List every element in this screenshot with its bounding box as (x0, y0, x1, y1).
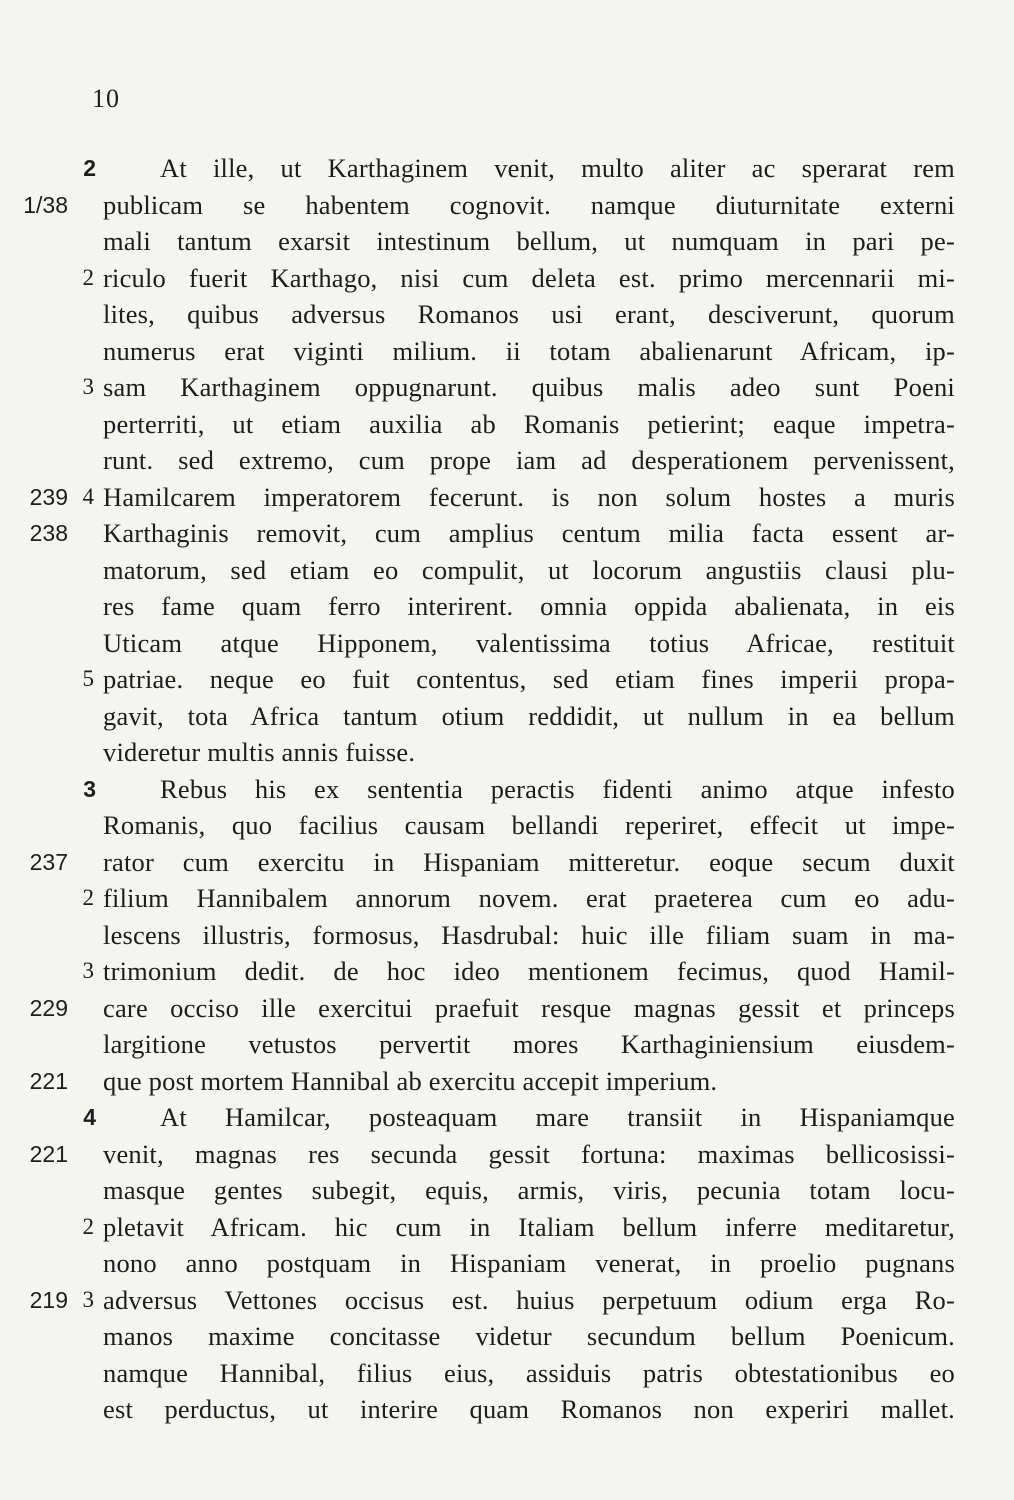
line-text: At Hamilcar, posteaquam mare transiit in Hispaniamque (160, 1102, 955, 1132)
line-text: manos maxime concitasse videtur secundum bellum Poenicum. (103, 1321, 955, 1351)
line-text: que post mortem Hannibal ab exercitu accepit imperium. (103, 1065, 718, 1096)
text-line (0, 588, 1014, 625)
line-text: lescens illustris, formosus, Hasdrubal: huic ille filiam suam in ma- (103, 919, 955, 950)
margin-year-number: 239 (29, 483, 68, 510)
line-text: pletavit Africam. hic cum in Italiam bellum inferre meditaretur, (103, 1211, 955, 1242)
margin-year-number: 229 (29, 994, 68, 1021)
line-text: namque Hannibal, filius eius, assiduis patris obtestationibus eo (103, 1357, 955, 1388)
margin-year-number: 237 (29, 848, 68, 875)
paragraph-number: 3 (82, 374, 94, 399)
line-text: numerus erat viginti milium. ii totam abalienarunt Africam, ip- (103, 335, 955, 366)
text-line (0, 1136, 1014, 1173)
page-number: 10 (92, 84, 120, 113)
text-line (0, 625, 1014, 662)
line-text: trimonium dedit. de hoc ideo mentionem fecimus, quod Hamil- (103, 956, 955, 986)
margin-year-number: 238 (29, 520, 68, 546)
text-line (0, 1099, 1014, 1136)
line-text: masque gentes subegit, equis, armis, viris, pecunia totam locu- (103, 1175, 955, 1205)
text-line (0, 844, 1014, 881)
text-line (0, 333, 1014, 370)
text-line (0, 479, 1014, 516)
line-text: Romanis, quo facilius causam bellandi reperiret, effecit ut impe- (103, 810, 955, 840)
text-line (0, 771, 1014, 808)
text-line (0, 1172, 1014, 1209)
text-line (0, 296, 1014, 333)
text-line (0, 406, 1014, 443)
text-line (0, 880, 1014, 917)
line-text: lites, quibus adversus Romanos usi erant, desciverunt, quorum (103, 299, 955, 329)
text-line (0, 990, 1014, 1027)
paragraph-number: 5 (82, 666, 94, 691)
text-line (0, 953, 1014, 990)
text-line (0, 187, 1014, 224)
line-text: patriae. neque eo fuit contentus, sed etiam fines imperii propa- (103, 664, 955, 694)
line-text: Uticam atque Hipponem, valentissima totius Africae, restituit (103, 627, 955, 658)
line-text: riculo fuerit Karthago, nisi cum deleta est. primo mercennarii mi- (103, 262, 955, 293)
line-text: gavit, tota Africa tantum otium reddidit, ut nullum in ea bellum (103, 700, 955, 731)
line-text: videretur multis annis fuisse. (103, 737, 416, 767)
section-number: 2 (83, 155, 96, 181)
text-line (0, 369, 1014, 406)
line-text: Rebus his ex sententia peractis fidenti animo atque infesto (160, 773, 955, 804)
paragraph-number: 2 (82, 264, 94, 290)
text-line (0, 1318, 1014, 1355)
text-line (0, 260, 1014, 297)
paragraph-number: 2 (82, 885, 94, 910)
line-text: filium Hannibalem annorum novem. erat praeterea cum eo adu- (103, 883, 955, 913)
text-line (0, 1282, 1014, 1319)
text-line (0, 442, 1014, 479)
margin-year-number: 1/38 (23, 191, 68, 218)
paragraph-number: 3 (82, 1286, 94, 1312)
line-text: largitione vetustos pervertit mores Karthaginiensium eiusdem- (103, 1029, 955, 1059)
margin-year-number: 221 (29, 1140, 68, 1167)
text-line (0, 552, 1014, 589)
text-line (0, 1026, 1014, 1063)
paragraph-number: 4 (82, 483, 94, 509)
text-line (0, 515, 1014, 552)
margin-year-number: 221 (29, 1067, 68, 1094)
text-line (0, 807, 1014, 844)
text-line (0, 698, 1014, 735)
text-line (0, 1245, 1014, 1282)
text-line (0, 1209, 1014, 1246)
text-block (0, 150, 1014, 1428)
line-text: Karthaginis removit, cum amplius centum milia facta essent ar- (103, 518, 955, 548)
line-text: runt. sed extremo, cum prope iam ad desperationem pervenissent, (103, 445, 955, 475)
text-line (0, 734, 1014, 771)
margin-year-number: 219 (29, 1286, 68, 1313)
paragraph-number: 3 (82, 958, 94, 983)
line-text: perterriti, ut etiam auxilia ab Romanis petierint; eaque impetra- (103, 408, 955, 439)
line-text: publicam se habentem cognovit. namque diuturnitate externi (103, 189, 955, 220)
text-line (0, 661, 1014, 698)
line-text: rator cum exercitu in Hispaniam mitteretur. eoque secum duxit (103, 846, 955, 877)
line-text: nono anno postquam in Hispaniam venerat, in proelio pugnans (103, 1248, 955, 1278)
text-line (0, 917, 1014, 954)
text-line (0, 1391, 1014, 1428)
line-text: res fame quam ferro interirent. omnia oppida abalienata, in eis (103, 591, 955, 621)
line-text: care occiso ille exercitui praefuit resque magnas gessit et princeps (103, 992, 955, 1023)
text-line (0, 223, 1014, 260)
section-number: 4 (83, 1104, 96, 1130)
line-text: adversus Vettones occisus est. huius perpetuum odium erga Ro- (103, 1284, 955, 1315)
section-number: 3 (83, 775, 96, 802)
line-text: est perductus, ut interire quam Romanos non experiri mallet. (103, 1394, 955, 1424)
line-text: Hamilcarem imperatorem fecerunt. is non solum hostes a muris (103, 481, 955, 512)
text-line (0, 1355, 1014, 1392)
line-text: At ille, ut Karthaginem venit, multo aliter ac sperarat rem (160, 153, 955, 183)
text-line (0, 150, 1014, 187)
text-line (0, 1063, 1014, 1100)
line-text: matorum, sed etiam eo compulit, ut locorum angustiis clausi plu- (103, 554, 955, 585)
line-text: mali tantum exarsit intestinum bellum, ut numquam in pari pe- (103, 226, 955, 256)
line-text: venit, magnas res secunda gessit fortuna: maximas bellicosissi- (103, 1138, 955, 1169)
line-text: sam Karthaginem oppugnarunt. quibus malis adeo sunt Poeni (103, 372, 955, 402)
paragraph-number: 2 (82, 1213, 94, 1239)
